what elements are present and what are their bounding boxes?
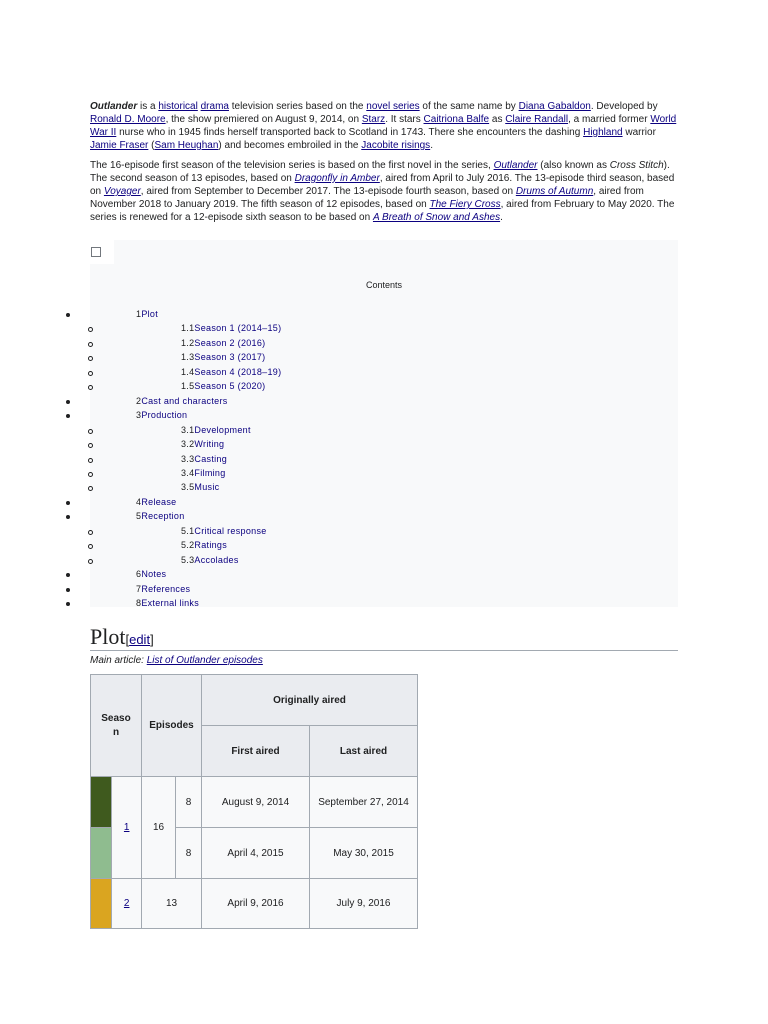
- link-list-of-episodes[interactable]: List of Outlander episodes: [146, 655, 263, 666]
- toc-item-label: Filming: [194, 468, 226, 478]
- toc-item[interactable]: [181, 367, 281, 378]
- toc-bullet: [66, 313, 70, 317]
- toc-bullet: [66, 515, 70, 519]
- toc-item[interactable]: [181, 540, 227, 551]
- season-2-episodes: 13: [142, 879, 202, 929]
- text: television series based on the: [228, 101, 367, 112]
- season-2-last-aired: July 9, 2016: [310, 879, 418, 929]
- toc-item-label: Reception: [141, 511, 185, 521]
- text: .: [430, 140, 433, 151]
- toc-item-label: Music: [194, 482, 220, 492]
- toc-item[interactable]: [181, 482, 219, 493]
- text: nurse who in 1945 finds herself transported back to Scotland in 1743. There she encounters the dashing: [116, 127, 584, 138]
- plot-heading: [90, 624, 678, 651]
- text: ). The second season of 13 episodes, based on: [90, 160, 670, 184]
- toc-item-number: 1.2: [181, 338, 195, 348]
- toc-title: Contents: [365, 280, 403, 290]
- link-drums-of-autumn[interactable]: Drums of Autumn: [515, 186, 594, 197]
- season-1a-episodes: 8: [176, 777, 202, 828]
- season-1a-first-aired: August 9, 2014: [202, 777, 310, 828]
- text: , aired from November 2018 to January 2019. The fifth season of 12 episodes, based on: [90, 186, 644, 210]
- toc-bullet: [66, 588, 70, 592]
- edit-section: [125, 632, 153, 647]
- header-season: [91, 675, 142, 777]
- link-world-war-ii[interactable]: World War II: [90, 114, 677, 138]
- toc-item-number: 1.4: [181, 367, 195, 377]
- season-1b-episodes: 8: [176, 828, 202, 879]
- link-claire-randall[interactable]: Claire Randall: [505, 114, 569, 125]
- toc-sub-bullet: [88, 530, 93, 535]
- toc-item-number: 5.1: [181, 526, 195, 536]
- toc-item-label: Ratings: [194, 540, 228, 550]
- text: .: [500, 212, 503, 223]
- toc-sub-bullet: [88, 544, 93, 549]
- header-last-aired: Last aired: [310, 726, 418, 777]
- toc-item-number: 1.5: [181, 381, 195, 391]
- text: , the show premiered on August 9, 2014, on: [165, 114, 362, 125]
- text: ) and becomes embroiled in the: [218, 140, 362, 151]
- toc-item-label: External links: [141, 598, 200, 608]
- toc-sub-bullet: [88, 342, 93, 347]
- toc-item[interactable]: [181, 468, 226, 479]
- toc-bullet: [66, 573, 70, 577]
- table-of-contents: [90, 240, 678, 607]
- link-highland[interactable]: Highland: [583, 127, 623, 138]
- toc-item-number: 2: [136, 396, 142, 406]
- season-1-cell: [112, 777, 142, 879]
- text: , aired from April to July 2016. The 13-episode third season, based on: [90, 173, 675, 197]
- text: is a: [137, 101, 159, 112]
- hatnote-prefix: Main article:: [90, 655, 147, 666]
- toc-item[interactable]: [136, 396, 228, 407]
- toc-item-label: Critical response: [194, 526, 267, 536]
- season-1-color-a: [91, 777, 112, 828]
- toc-item[interactable]: [136, 410, 187, 421]
- text: . It stars: [385, 114, 424, 125]
- toc-item-label: Notes: [141, 569, 167, 579]
- link-a-breath-of-snow-and-ashes[interactable]: A Breath of Snow and Ashes: [372, 212, 501, 223]
- toc-sub-bullet: [88, 443, 93, 448]
- table-row: [91, 777, 418, 828]
- link-ronald-moore[interactable]: Ronald D. Moore: [90, 114, 166, 125]
- toc-item[interactable]: [136, 309, 158, 320]
- header-season-label: Season: [101, 712, 131, 738]
- toc-item-label: Accolades: [194, 555, 239, 565]
- toc-item[interactable]: [181, 454, 227, 465]
- season-2-color: [91, 879, 112, 929]
- episodes-table: [90, 674, 418, 929]
- toc-item-number: 4: [136, 497, 142, 507]
- intro-paragraph-2: [90, 159, 682, 224]
- bracket: [: [125, 632, 130, 647]
- plot-heading-text: Plot: [90, 624, 126, 649]
- toc-item-label: Season 3 (2017): [194, 352, 266, 362]
- season-2-cell: [112, 879, 142, 929]
- season-1a-last-aired: September 27, 2014: [310, 777, 418, 828]
- toc-item[interactable]: [181, 352, 265, 363]
- toc-item-label: References: [141, 584, 191, 594]
- header-episodes: Episodes: [142, 675, 202, 777]
- toc-sub-bullet: [88, 486, 93, 491]
- link-starz[interactable]: Starz: [361, 114, 386, 125]
- season-1b-last-aired: May 30, 2015: [310, 828, 418, 879]
- header-first-aired: First aired: [202, 726, 310, 777]
- link-diana-gabaldon[interactable]: Diana Gabaldon: [518, 101, 591, 112]
- link-outlander-novel[interactable]: Outlander: [493, 160, 538, 171]
- text: , aired from February to May 2020. The series is renewed for a 12-episode sixth season to be based on: [90, 199, 675, 223]
- toc-sub-bullet: [88, 356, 93, 361]
- toc-bullet: [66, 414, 70, 418]
- text: warrior: [622, 127, 656, 138]
- season-1-link[interactable]: 1: [123, 822, 130, 833]
- toc-sub-bullet: [88, 559, 93, 564]
- toc-item-number: 1.1: [181, 323, 195, 333]
- toc-bullet: [66, 400, 70, 404]
- link-jamie-fraser[interactable]: Jamie Fraser: [90, 140, 149, 151]
- toc-item-label: Production: [141, 410, 188, 420]
- toc-sub-bullet: [88, 429, 93, 434]
- link-sam-heughan[interactable]: Sam Heughan: [154, 140, 219, 151]
- toc-bullet: [66, 501, 70, 505]
- link-novel-series[interactable]: novel series: [366, 101, 420, 112]
- toc-item-number: 3.2: [181, 439, 195, 449]
- toc-toggle-checkbox[interactable]: [91, 247, 101, 257]
- toc-item-number: 3.3: [181, 454, 195, 464]
- toc-item-label: Season 1 (2014–15): [194, 323, 282, 333]
- main-article-hatnote: [90, 655, 263, 666]
- header-originally-aired: Originally aired: [202, 675, 418, 726]
- link-drama[interactable]: drama: [200, 101, 229, 112]
- toc-item[interactable]: [181, 526, 267, 537]
- toc-item-number: 3: [136, 410, 142, 420]
- toc-item-number: 3.4: [181, 468, 195, 478]
- toc-item-number: 3.5: [181, 482, 195, 492]
- toc-item-number: 1.3: [181, 352, 195, 362]
- season-1-total-episodes: 16: [142, 777, 176, 879]
- link-jacobite-risings[interactable]: Jacobite risings: [361, 140, 431, 151]
- link-the-fiery-cross[interactable]: The Fiery Cross: [429, 199, 501, 210]
- text: The 16-episode first season of the television series is based on the first novel in the series,: [90, 160, 494, 171]
- bracket: ]: [150, 632, 154, 647]
- toc-sub-bullet: [88, 458, 93, 463]
- toc-item[interactable]: [181, 338, 265, 349]
- toc-sub-bullet: [88, 472, 93, 477]
- table-row: [91, 879, 418, 929]
- toc-bullet: [66, 602, 70, 606]
- intro-paragraph-1: [90, 100, 682, 152]
- toc-item-number: 5.2: [181, 540, 195, 550]
- toc-item-number: 8: [136, 598, 142, 608]
- toc-item[interactable]: [181, 439, 224, 450]
- toc-item[interactable]: [136, 569, 166, 580]
- toc-item[interactable]: [136, 598, 199, 609]
- toc-item-label: Season 4 (2018–19): [194, 367, 282, 377]
- link-caitriona-balfe[interactable]: Caitriona Balfe: [423, 114, 490, 125]
- toc-item-label: Plot: [141, 309, 159, 319]
- cross-stitch-title: Cross Stitch: [609, 160, 664, 171]
- toc-item[interactable]: [181, 425, 251, 436]
- toc-item[interactable]: [181, 555, 239, 566]
- edit-link[interactable]: edit: [129, 632, 151, 647]
- text: as: [489, 114, 506, 125]
- text: (: [148, 140, 155, 151]
- toc-item-label: Cast and characters: [141, 396, 228, 406]
- toc-sub-bullet: [88, 371, 93, 376]
- toc-item-label: Season 2 (2016): [194, 338, 266, 348]
- season-1b-first-aired: April 4, 2015: [202, 828, 310, 879]
- toc-item-number: 1: [136, 309, 142, 319]
- toc-item-number: 3.1: [181, 425, 195, 435]
- text: . Developed by: [590, 101, 658, 112]
- toc-item[interactable]: [181, 323, 281, 334]
- toc-sub-bullet: [88, 385, 93, 390]
- toc-item-label: Development: [194, 425, 251, 435]
- article-subject: Outlander: [90, 101, 138, 112]
- season-2-link[interactable]: 2: [123, 898, 130, 909]
- toc-item-number: 5.3: [181, 555, 195, 565]
- season-2-first-aired: April 9, 2016: [202, 879, 310, 929]
- link-voyager[interactable]: Voyager: [103, 186, 141, 197]
- toc-item-number: 5: [136, 511, 142, 521]
- toc-sub-bullet: [88, 327, 93, 332]
- toc-item-label: Casting: [194, 454, 228, 464]
- season-1-color-b: [91, 828, 112, 879]
- toc-item[interactable]: [181, 381, 265, 392]
- toc-item[interactable]: [136, 584, 190, 595]
- toc-item-number: 6: [136, 569, 142, 579]
- toc-item[interactable]: [136, 511, 185, 522]
- toc-item[interactable]: [136, 497, 176, 508]
- toc-item-label: Season 5 (2020): [194, 381, 266, 391]
- text: , aired from September to December 2017. The 13-episode fourth season, based on: [140, 186, 516, 197]
- text: of the same name by: [419, 101, 519, 112]
- toc-item-label: Writing: [194, 439, 225, 449]
- link-dragonfly-in-amber[interactable]: Dragonfly in Amber: [294, 173, 380, 184]
- toc-item-number: 7: [136, 584, 142, 594]
- link-historical[interactable]: historical: [158, 101, 198, 112]
- text: (also known as: [537, 160, 610, 171]
- text: , a married former: [568, 114, 651, 125]
- toc-item-label: Release: [141, 497, 177, 507]
